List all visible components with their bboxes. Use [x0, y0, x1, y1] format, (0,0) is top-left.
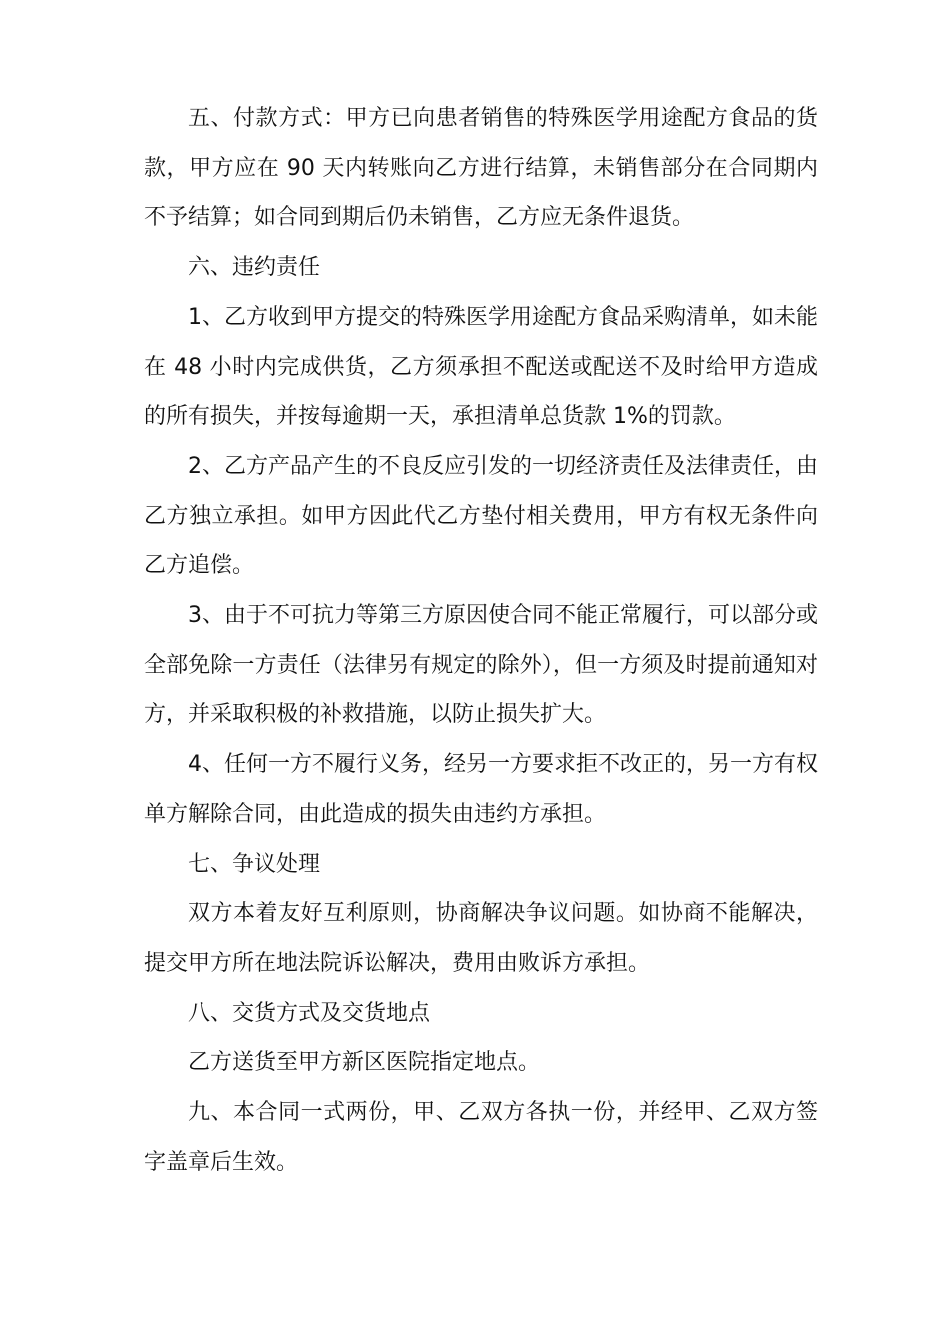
clause-contract-copies: 九、本合同一式两份，甲、乙双方各执一份，并经甲、乙双方签字盖章后生效。	[144, 1100, 818, 1175]
clause-breach-3-force-majeure: 3、由于不可抗力等第三方原因使合同不能正常履行，可以部分或全部免除一方责任（法律另有规定的除外），但一方须及时提前通知对方，并采取积极的补救措施，以防止损失扩大。	[144, 603, 818, 728]
section-heading-dispute-resolution: 七、争议处理	[188, 851, 321, 877]
section-heading-delivery: 八、交货方式及交货地点	[188, 1000, 431, 1026]
document-body	[144, 94, 818, 1187]
clause-payment-method: 五、付款方式：甲方已向患者销售的特殊医学用途配方食品的货款，甲方应在 90 天内转账向乙方进行结算，未销售部分在合同期内不予结算；如合同到期后仍未销售，乙方应无条件退货。	[144, 106, 818, 231]
clause-breach-1-delivery-delay: 1、乙方收到甲方提交的特殊医学用途配方食品采购清单，如未能在 48 小时内完成供货，乙方须承担不配送或配送不及时给甲方造成的所有损失，并按每逾期一天，承担清单总货款 1%的罚款。	[144, 304, 818, 430]
section-heading-breach-liability: 六、违约责任	[188, 255, 321, 281]
clause-delivery-location: 乙方送货至甲方新区医院指定地点。	[188, 1050, 541, 1076]
clause-dispute-resolution: 双方本着友好互利原则，协商解决争议问题。如协商不能解决，提交甲方所在地法院诉讼解决，费用由败诉方承担。	[144, 901, 818, 976]
clause-breach-4-termination: 4、任何一方不履行义务，经另一方要求拒不改正的，另一方有权单方解除合同，由此造成的损失由违约方承担。	[144, 752, 818, 827]
clause-breach-2-adverse-reaction: 2、乙方产品产生的不良反应引发的一切经济责任及法律责任，由乙方独立承担。如甲方因此代乙方垫付相关费用，甲方有权无条件向乙方追偿。	[144, 453, 818, 579]
